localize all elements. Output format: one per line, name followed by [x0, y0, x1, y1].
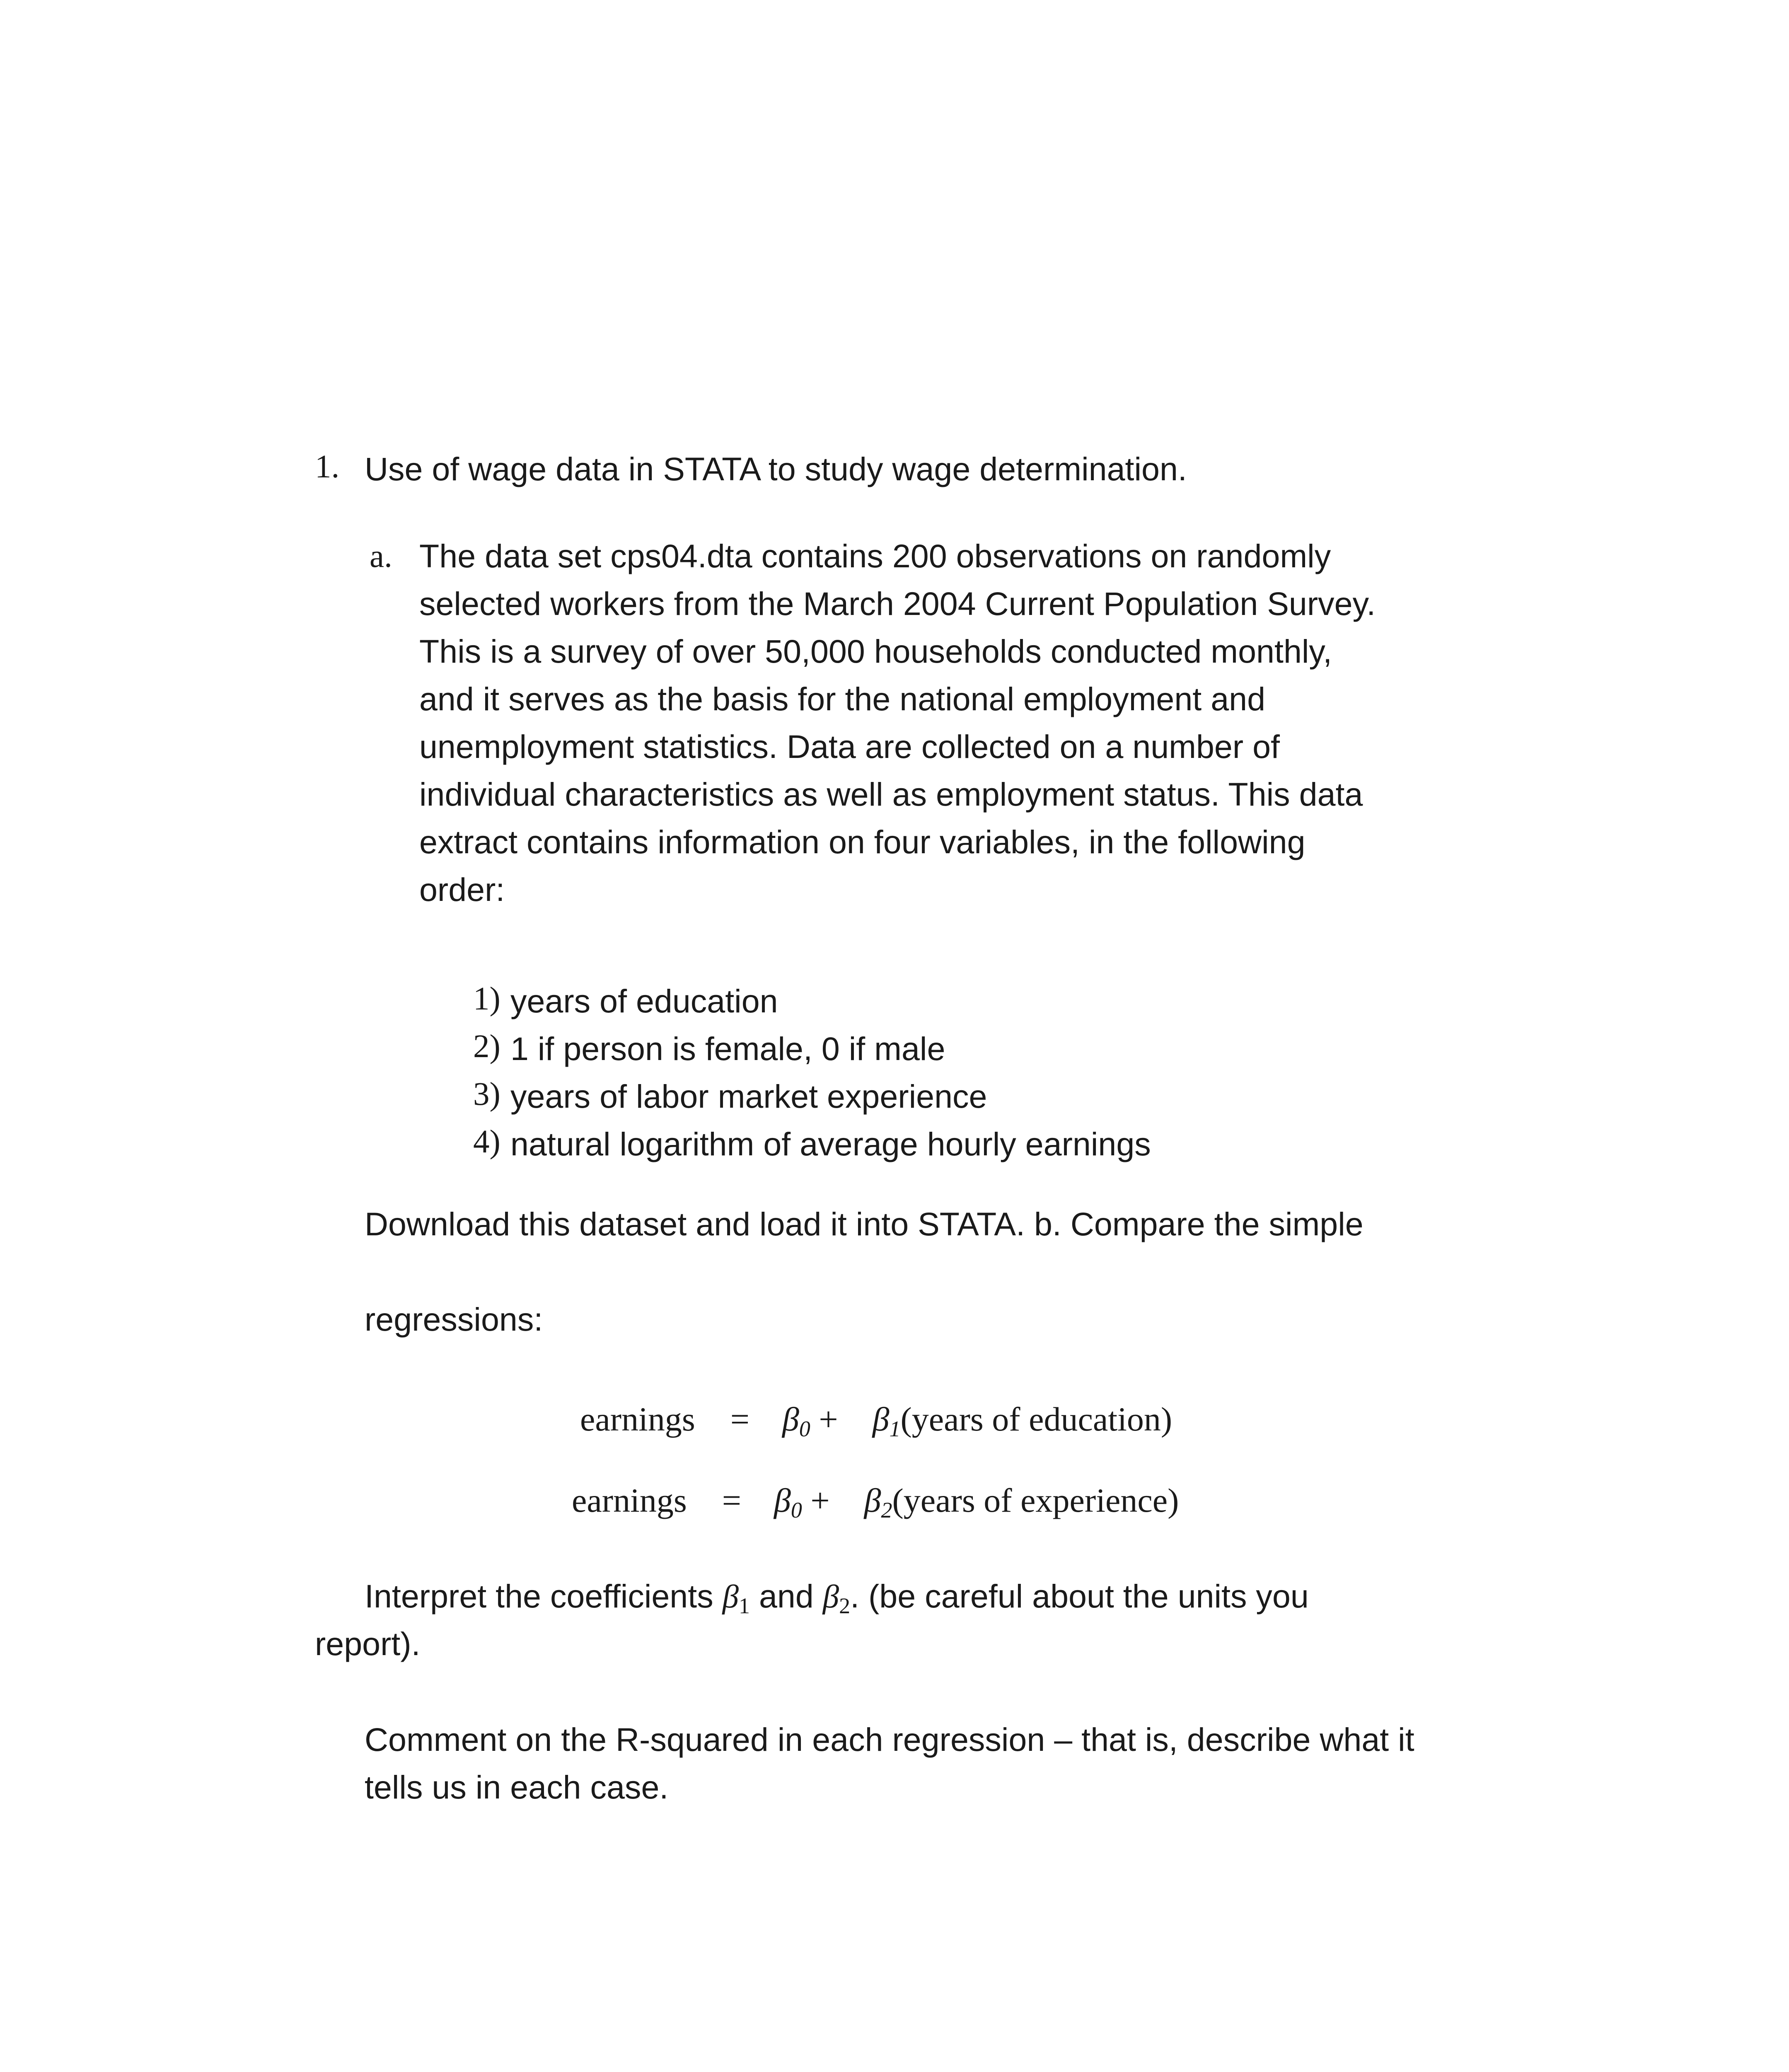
- beta-one-inline: $\beta_1$: [722, 1579, 750, 1618]
- beta-two-inline: $\beta_2$: [822, 1579, 851, 1618]
- paragraph-line: individual characteristics as well as employment status. This data: [419, 776, 1363, 813]
- comment-line: tells us in each case.: [365, 1769, 669, 1806]
- part-a-label: a.: [370, 538, 392, 574]
- interpret-suffix: . (be careful about the units you: [850, 1578, 1309, 1615]
- interpret-instruction: [365, 1572, 1309, 1621]
- equation-equals: =: [722, 1481, 742, 1519]
- variable-number: 3): [473, 1076, 500, 1112]
- variable-number: 4): [473, 1124, 500, 1160]
- paragraph-line: This is a survey of over 50,000 households conducted monthly,: [419, 633, 1332, 670]
- beta-two: $\beta_2$: [864, 1481, 892, 1523]
- question-title: Use of wage data in STATA to study wage determination.: [365, 450, 1187, 487]
- paragraph-line: extract contains information on four variables, in the following: [419, 823, 1305, 860]
- question-number: 1.: [315, 449, 340, 485]
- beta-zero: $\beta_0$: [774, 1481, 802, 1523]
- paragraph-line: selected workers from the March 2004 Current Population Survey.: [419, 585, 1376, 622]
- variable-number: 2): [473, 1029, 500, 1065]
- variable-text: 1 if person is female, 0 if male: [510, 1030, 945, 1067]
- interpret-prefix: Interpret the coefficients: [365, 1578, 723, 1615]
- beta-one: $\beta_1$: [872, 1400, 901, 1441]
- part-a-paragraph: [419, 532, 1563, 913]
- regression-equation-1: [580, 1400, 1172, 1439]
- equation-equals: =: [730, 1400, 750, 1438]
- variable-text: natural logarithm of average hourly earnings: [510, 1126, 1151, 1162]
- equation-term: (years of experience): [892, 1481, 1179, 1519]
- paragraph-line: and it serves as the basis for the national employment and: [419, 680, 1266, 717]
- interpret-and: and: [750, 1578, 823, 1615]
- equation-plus: +: [810, 1481, 830, 1519]
- equation-plus: +: [819, 1400, 838, 1438]
- regression-equation-2: [572, 1481, 1179, 1523]
- equation-term: (years of education): [900, 1400, 1173, 1438]
- paragraph-line: The data set cps04.dta contains 200 observations on randomly: [419, 537, 1331, 574]
- regressions-label: regressions:: [365, 1301, 543, 1338]
- paragraph-line: order:: [419, 871, 505, 908]
- interpret-continuation: report).: [315, 1625, 421, 1662]
- variable-text: years of education: [510, 983, 778, 1019]
- equation-lhs: earnings: [572, 1481, 687, 1519]
- download-instruction: Download this dataset and load it into STATA. b. Compare the simple: [365, 1205, 1364, 1242]
- variable-text: years of labor market experience: [510, 1078, 987, 1115]
- comment-line: Comment on the R-squared in each regression – that is, describe what it: [365, 1721, 1414, 1758]
- beta-zero: $\beta_0$: [782, 1400, 810, 1441]
- variable-number: 1): [473, 981, 500, 1017]
- paragraph-line: unemployment statistics. Data are collected on a number of: [419, 728, 1280, 765]
- equation-lhs: earnings: [580, 1400, 695, 1438]
